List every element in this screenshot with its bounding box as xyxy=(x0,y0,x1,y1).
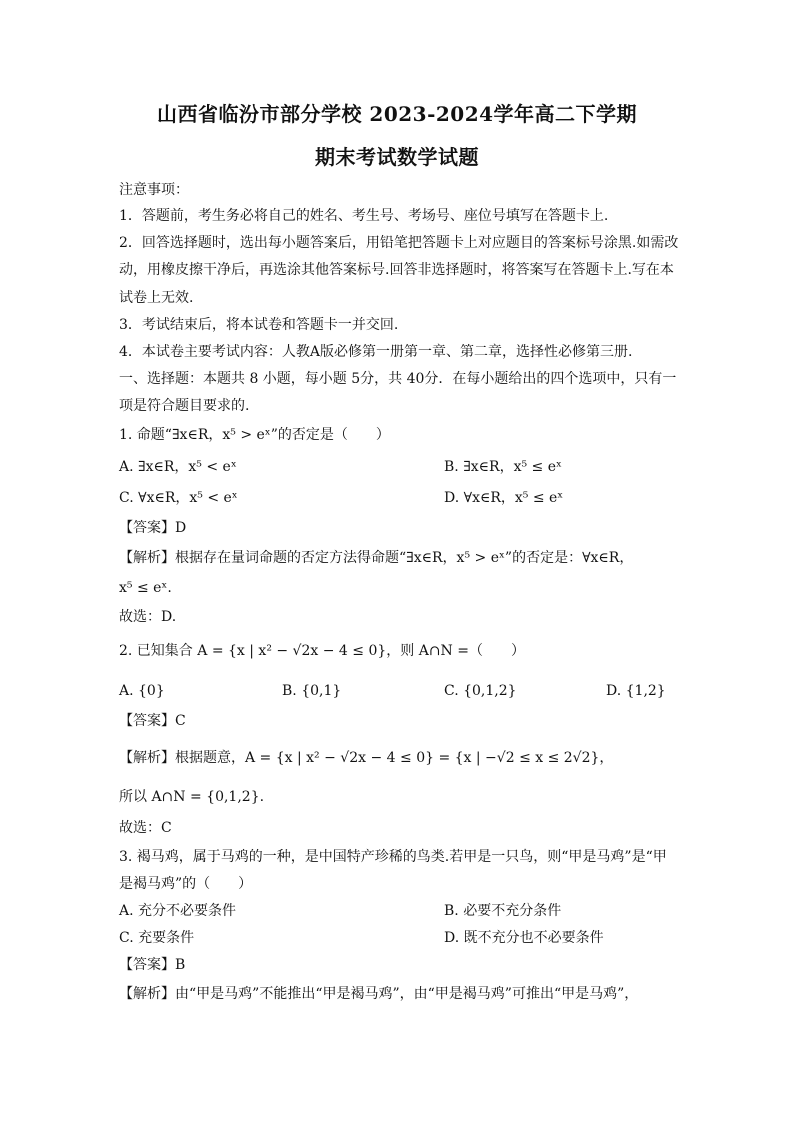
question-2-option-c: C. {0,1,2} xyxy=(444,683,517,699)
notice-item: 2．回答选择题时，选出每小题答案后，用铅笔把答题卡上对应题目的答案标号涂黑.如需改 xyxy=(119,235,679,251)
question-3-answer: 【答案】B xyxy=(119,957,186,973)
question-3-option-b: B. 必要不充分条件 xyxy=(444,903,562,919)
notice-item: 3．考试结束后，将本试卷和答题卡一并交回. xyxy=(119,317,399,333)
question-3-option-d: D. 既不充分也不必要条件 xyxy=(444,930,604,946)
question-1-option-c: C. ∀x∈R，x⁵ < eˣ xyxy=(119,490,238,506)
question-3-analysis: 【解析】由“甲是马鸡”不能推出“甲是褐马鸡”，由“甲是褐马鸡”可推出“甲是马鸡”， xyxy=(119,986,639,1002)
question-2-option-d: D. {1,2} xyxy=(606,683,666,699)
notice-item: 动，用橡皮擦干净后，再选涂其他答案标号.回答非选择题时，将答案写在答题卡上.写在本 xyxy=(119,262,674,278)
question-3-stem-cont: 是褐马鸡”的（ ） xyxy=(119,876,253,892)
question-2-answer: 【答案】C xyxy=(119,713,186,729)
question-1-conclusion: 故选：D. xyxy=(119,609,177,625)
section-heading-cont: 项是符合题目要求的. xyxy=(119,398,250,414)
question-2-stem: 2. 已知集合 A = {x | x² − √2x − 4 ≤ 0}，则 A∩N =（ ） xyxy=(119,643,525,659)
question-1-option-b: B. ∃x∈R，x⁵ ≤ eˣ xyxy=(444,459,562,475)
exam-title-line2: 期末考试数学试题 xyxy=(315,145,479,169)
question-3-option-a: A. 充分不必要条件 xyxy=(119,903,237,919)
notice-item: 1．答题前，考生务必将自己的姓名、考生号、考场号、座位号填写在答题卡上. xyxy=(119,208,609,224)
question-1-stem: 1. 命题“∃x∈R，x⁵ > eˣ”的否定是（ ） xyxy=(119,427,390,443)
notice-item: 4．本试卷主要考试内容：人教A版必修第一册第一章、第二章，选择性必修第三册. xyxy=(119,344,633,360)
question-2-analysis-cont: 所以 A∩N = {0,1,2}. xyxy=(119,789,265,805)
question-1-analysis-cont: x⁵ ≤ eˣ. xyxy=(119,580,172,596)
notice-item: 试卷上无效. xyxy=(119,290,194,306)
question-2-option-b: B. {0,1} xyxy=(282,683,342,699)
section-heading: 一、选择题：本题共 8 小题，每小题 5分，共 40分．在每小题给出的四个选项中，只有一 xyxy=(119,371,677,387)
notice-heading: 注意事项： xyxy=(119,182,189,198)
question-1-answer: 【答案】D xyxy=(119,520,187,536)
exam-title-line1: 山西省临汾市部分学校 2023-2024学年高二下学期 xyxy=(156,102,638,126)
question-2-conclusion: 故选：C xyxy=(119,820,172,836)
question-2-analysis: 【解析】根据题意，A = {x | x² − √2x − 4 ≤ 0} = {x | −√2 ≤ x ≤ 2√2}， xyxy=(119,750,614,766)
question-2-option-a: A. {0} xyxy=(119,683,165,699)
question-3-stem: 3. 褐马鸡，属于马鸡的一种，是中国特产珍稀的鸟类.若甲是一只鸟，则“甲是马鸡”是“甲 xyxy=(119,849,667,865)
question-1-analysis: 【解析】根据存在量词命题的否定方法得命题“∃x∈R，x⁵ > eˣ”的否定是：∀x∈R， xyxy=(119,550,634,566)
question-1-option-a: A. ∃x∈R，x⁵ < eˣ xyxy=(119,459,237,475)
question-3-option-c: C. 充要条件 xyxy=(119,930,195,946)
question-1-option-d: D. ∀x∈R，x⁵ ≤ eˣ xyxy=(444,490,564,506)
